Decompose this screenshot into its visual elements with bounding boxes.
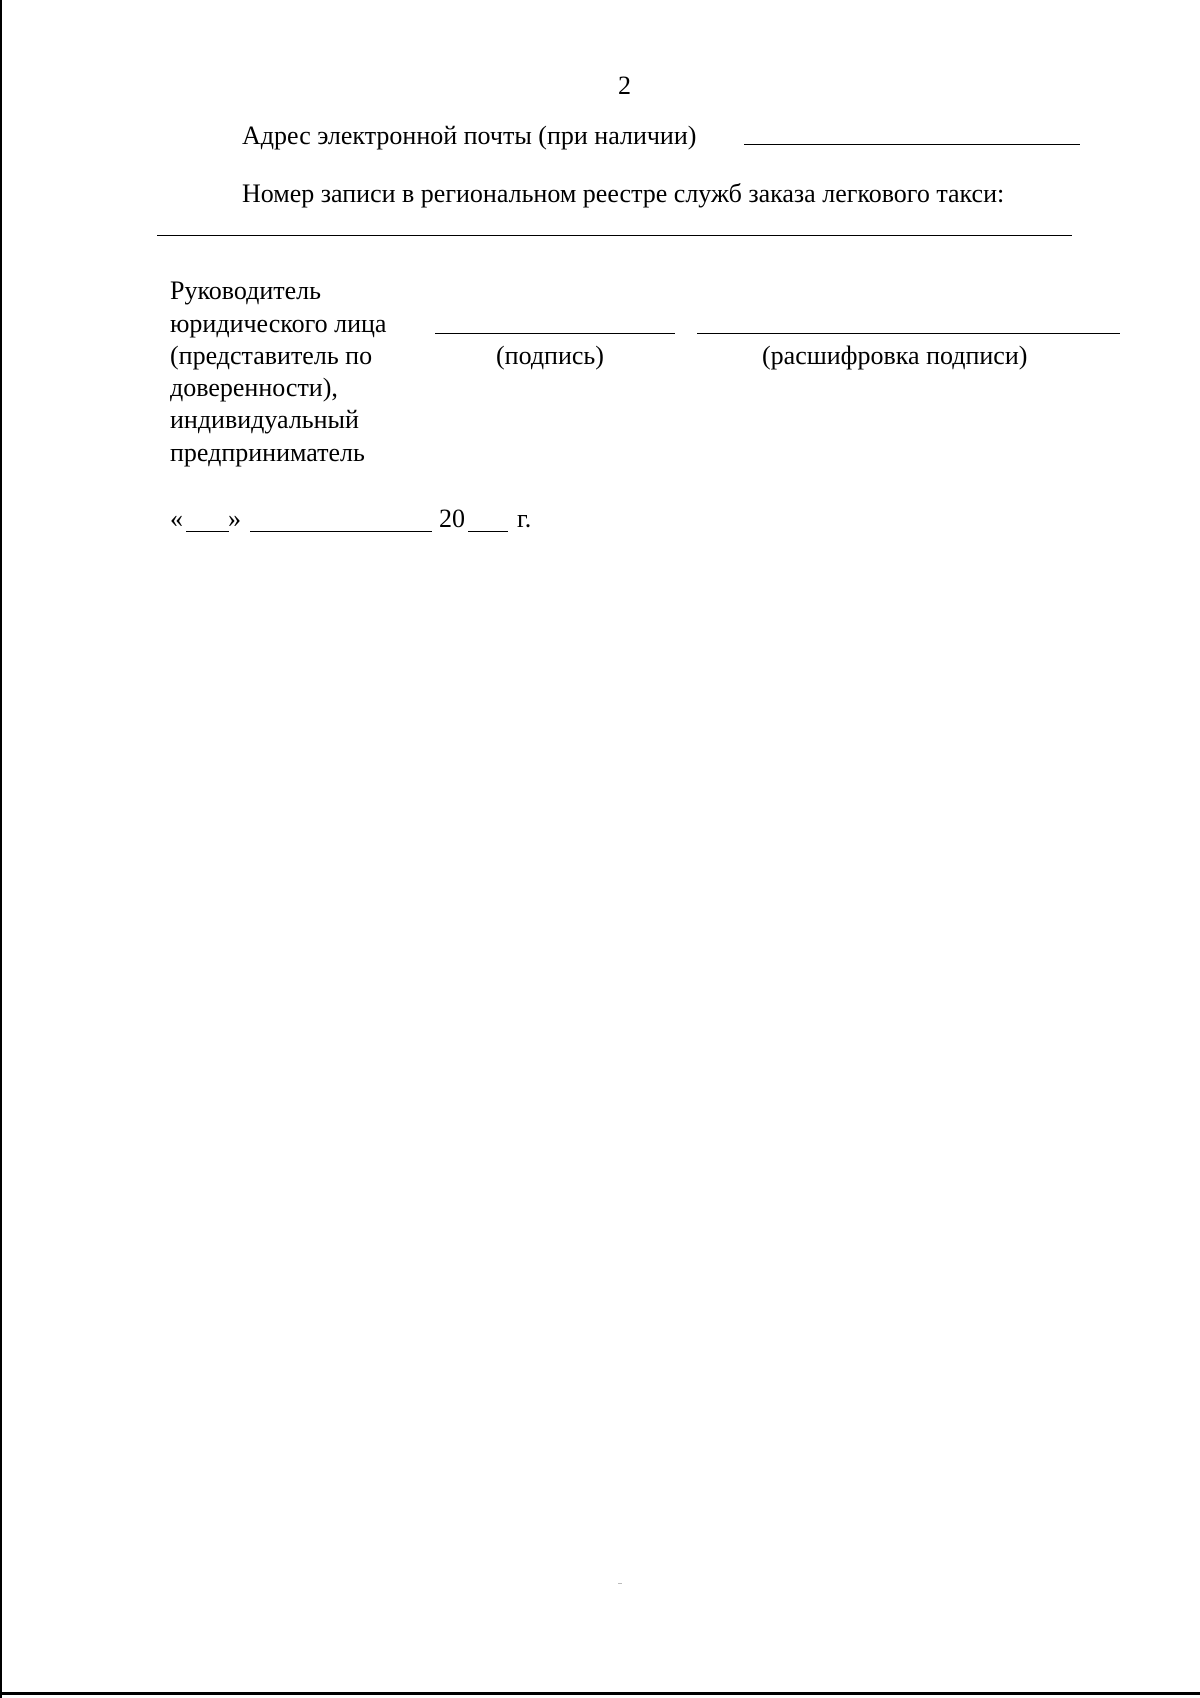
registry-label: Номер записи в региональном реестре служб заказа легкового такси: bbox=[242, 179, 1005, 208]
date-month-field[interactable] bbox=[250, 531, 432, 532]
date-close-quote: » bbox=[228, 504, 241, 533]
signature-field[interactable] bbox=[435, 333, 675, 334]
date-year-field[interactable] bbox=[468, 531, 508, 532]
signer-title-line: предприниматель bbox=[170, 438, 365, 467]
signature-caption: (подпись) bbox=[496, 341, 604, 370]
page-number: 2 bbox=[618, 71, 631, 100]
signer-title-line: юридического лица bbox=[170, 309, 387, 338]
signer-title-line: (представитель по bbox=[170, 341, 373, 370]
date-open-quote: « bbox=[170, 504, 183, 533]
email-label: Адрес электронной почты (при наличии) bbox=[242, 121, 697, 150]
page-border-left bbox=[0, 0, 2, 1698]
signer-title-line: доверенности), bbox=[170, 373, 338, 402]
signature-decoding-caption: (расшифровка подписи) bbox=[762, 341, 1028, 370]
signer-title-line: Руководитель bbox=[170, 276, 321, 305]
date-day-field[interactable] bbox=[186, 531, 229, 532]
email-field[interactable] bbox=[744, 144, 1080, 145]
registry-number-field[interactable] bbox=[157, 235, 1072, 236]
date-year-suffix: г. bbox=[517, 504, 532, 533]
date-century: 20 bbox=[439, 504, 465, 533]
signer-title-line: индивидуальный bbox=[170, 405, 359, 434]
page-border-bottom bbox=[0, 1692, 1200, 1695]
signature-decoding-field[interactable] bbox=[697, 333, 1120, 334]
scan-speck bbox=[618, 1583, 622, 1584]
